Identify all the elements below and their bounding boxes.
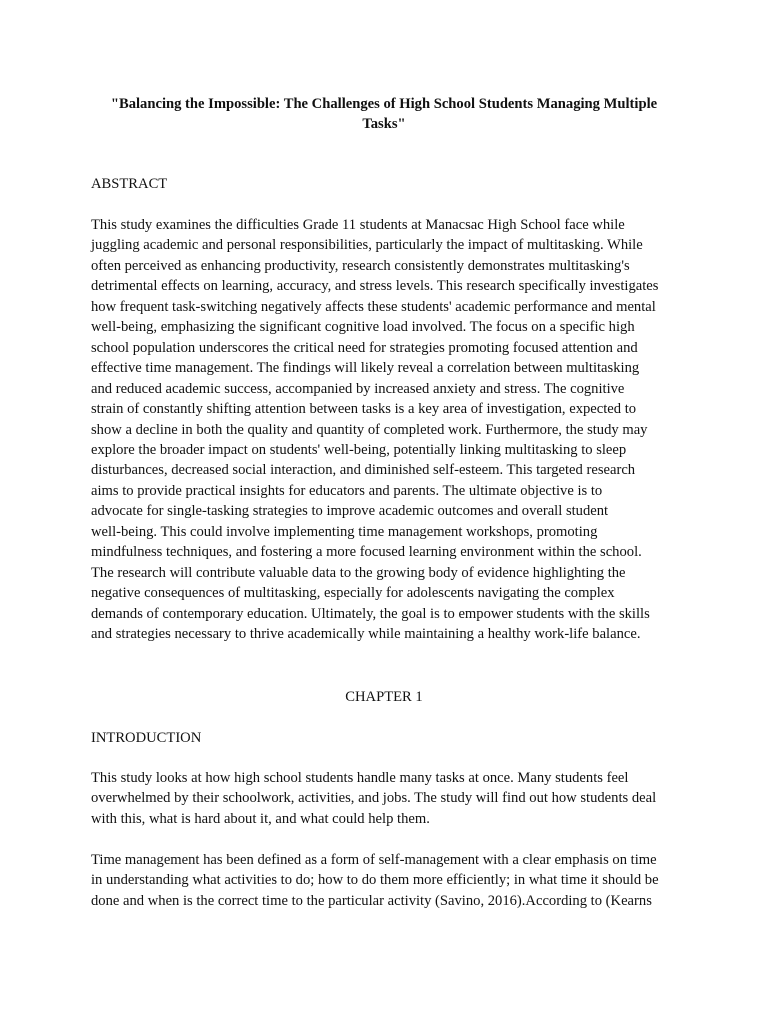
- text-line: often perceived as enhancing productivity, research consistently demonstrates multitasking's: [91, 257, 630, 274]
- text-line: how frequent task-switching negatively affects these students' academic performance and mental: [91, 298, 656, 315]
- text-line: advocate for single-tasking strategies to improve academic outcomes and overall student: [91, 503, 609, 520]
- abstract-heading: ABSTRACT: [91, 176, 168, 192]
- text-line: and reduced academic success, accompanied by increased anxiety and stress. The cognitive: [91, 380, 625, 397]
- text-line: This study examines the difficulties Grade 11 students at Manacsac High School face while: [91, 217, 625, 233]
- text-line: negative consequences of multitasking, especially for adolescents navigating the complex: [91, 585, 615, 602]
- text-line: effective time management. The findings will likely reveal a correlation between multitasking: [91, 360, 640, 377]
- text-line: disturbances, decreased social interaction, and diminished self-esteem. This targeted research: [91, 462, 636, 479]
- text-line: explore the broader impact on students' well-being, potentially linking multitasking to sleep: [91, 441, 627, 458]
- text-line: strain of constantly shifting attention between tasks is a key area of investigation, expected to: [91, 401, 637, 418]
- text-line: The research will contribute valuable data to the growing body of evidence highlighting the: [91, 564, 626, 581]
- text-line: well-being. This could involve implementing time management workshops, promoting: [91, 523, 598, 540]
- text-line: overwhelmed by their schoolwork, activities, and jobs. The study will find out how students deal: [91, 790, 657, 807]
- document-title: [96, 94, 672, 134]
- intro-paragraph-2: [91, 850, 677, 911]
- text-line: Time management has been defined as a form of self-management with a clear emphasis on time: [91, 852, 657, 868]
- text-line: This study looks at how high school students handle many tasks at once. Many students feel: [91, 770, 629, 786]
- text-line: show a decline in both the quality and quantity of completed work. Furthermore, the study may: [91, 421, 648, 438]
- text-line: detrimental effects on learning, accuracy, and stress levels. This research specifically investigates: [91, 278, 659, 295]
- abstract-paragraph: [91, 215, 677, 645]
- text-line: well-being, emphasizing the significant cognitive load involved. The focus on a specific high: [91, 319, 635, 336]
- text-line: in understanding what activities to do; how to do them more efficiently; in what time it should be: [91, 872, 659, 889]
- title-line: Tasks": [362, 116, 406, 132]
- text-line: and strategies necessary to thrive academically while maintaining a healthy work-life balance.: [91, 626, 641, 643]
- text-line: school population underscores the critical need for strategies promoting focused attention and: [91, 339, 638, 356]
- chapter-heading: CHAPTER 1: [345, 689, 423, 705]
- text-line: mindfulness techniques, and fostering a more focused learning environment within the school.: [91, 544, 642, 561]
- text-line: juggling academic and personal responsibilities, particularly the impact of multitasking. While: [91, 237, 643, 254]
- introduction-heading: INTRODUCTION: [91, 730, 202, 746]
- text-line: with this, what is hard about it, and what could help them.: [91, 810, 430, 827]
- text-line: demands of contemporary education. Ultimately, the goal is to empower students with the skills: [91, 605, 650, 622]
- title-line: "Balancing the Impossible: The Challenges of High School Students Managing Multiple: [110, 96, 658, 112]
- text-line: aims to provide practical insights for educators and parents. The ultimate objective is to: [91, 482, 603, 499]
- text-line: done and when is the correct time to the particular activity (Savino, 2016).According to (Kearns: [91, 892, 652, 909]
- intro-paragraph-1: [91, 768, 677, 829]
